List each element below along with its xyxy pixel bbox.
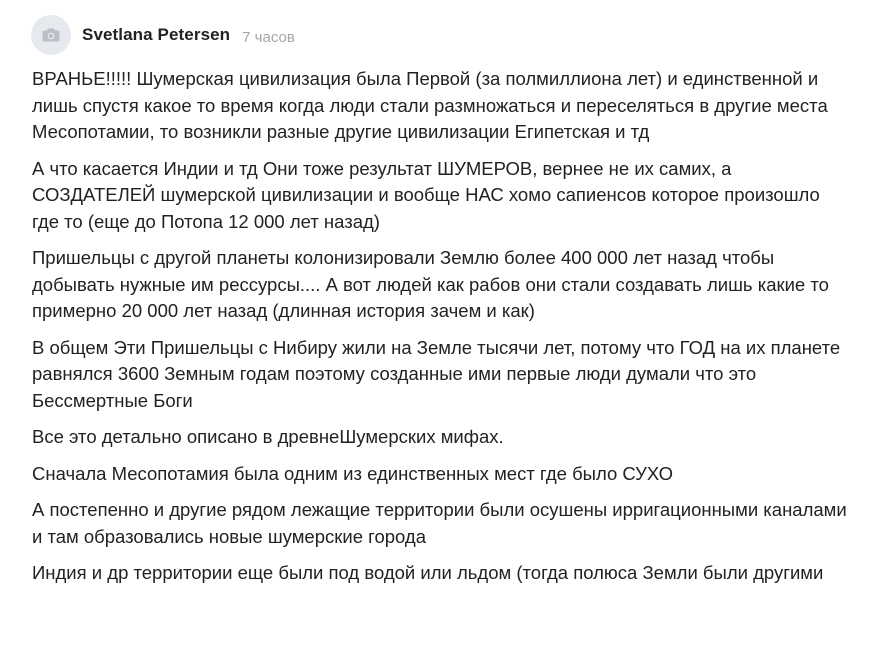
comment-paragraph: Сначала Месопотамия была одним из единственных мест где было СУХО <box>32 462 674 484</box>
comment-paragraph: Пришельцы с другой планеты колонизировали Землю более 400 000 лет назад чтобы добывать нужные им рессурсы.... А вот людей как рабов они стали создавать лишь какие то примерно 20 000 лет назад (длинная история зачем и как) <box>32 247 829 321</box>
comment-paragraph: А постепенно и другие рядом лежащие территории были осушены ирригационными каналами и там образовались новые шумерские города <box>32 499 847 547</box>
timestamp[interactable]: 7 часов <box>242 28 295 46</box>
comment-paragraph: А что касается Индии и тд Они тоже результат ШУМЕРОВ, вернее не их самих, а СОЗДАТЕЛЕЙ шумерской цивилизации и вообще НАС хомо сапиенсов которое произошло где то (еще до Потопа 12 000 лет назад) <box>32 157 820 232</box>
comment-text <box>32 66 847 597</box>
comment-header <box>31 14 295 56</box>
comment-paragraph: Индия и др территории еще были под водой или льдом (тогда полюса Земли были другими <box>32 562 824 583</box>
comment-paragraph: Все это детально описано в древнеШумерских мифах. <box>32 426 504 447</box>
author-name[interactable]: Svetlana Petersen <box>82 25 231 44</box>
camera-icon <box>42 28 60 42</box>
comment-paragraph: В общем Эти Пришельцы с Нибиру жили на Земле тысячи лет, потому что ГОД на их планете равнялся 3600 Земным годам поэтому созданные ими первые люди думали что это Бессмертные Боги <box>32 336 841 411</box>
avatar[interactable] <box>31 15 71 55</box>
comment-paragraph: ВРАНЬЕ!!!!! Шумерская цивилизация была Первой (за полмиллиона лет) и единственной и лишь спустя какое то время когда люди стали размножаться и переселяться в другие места Месопотамии, то возникли разные другие цивилизации Египетская и тд <box>32 68 828 142</box>
